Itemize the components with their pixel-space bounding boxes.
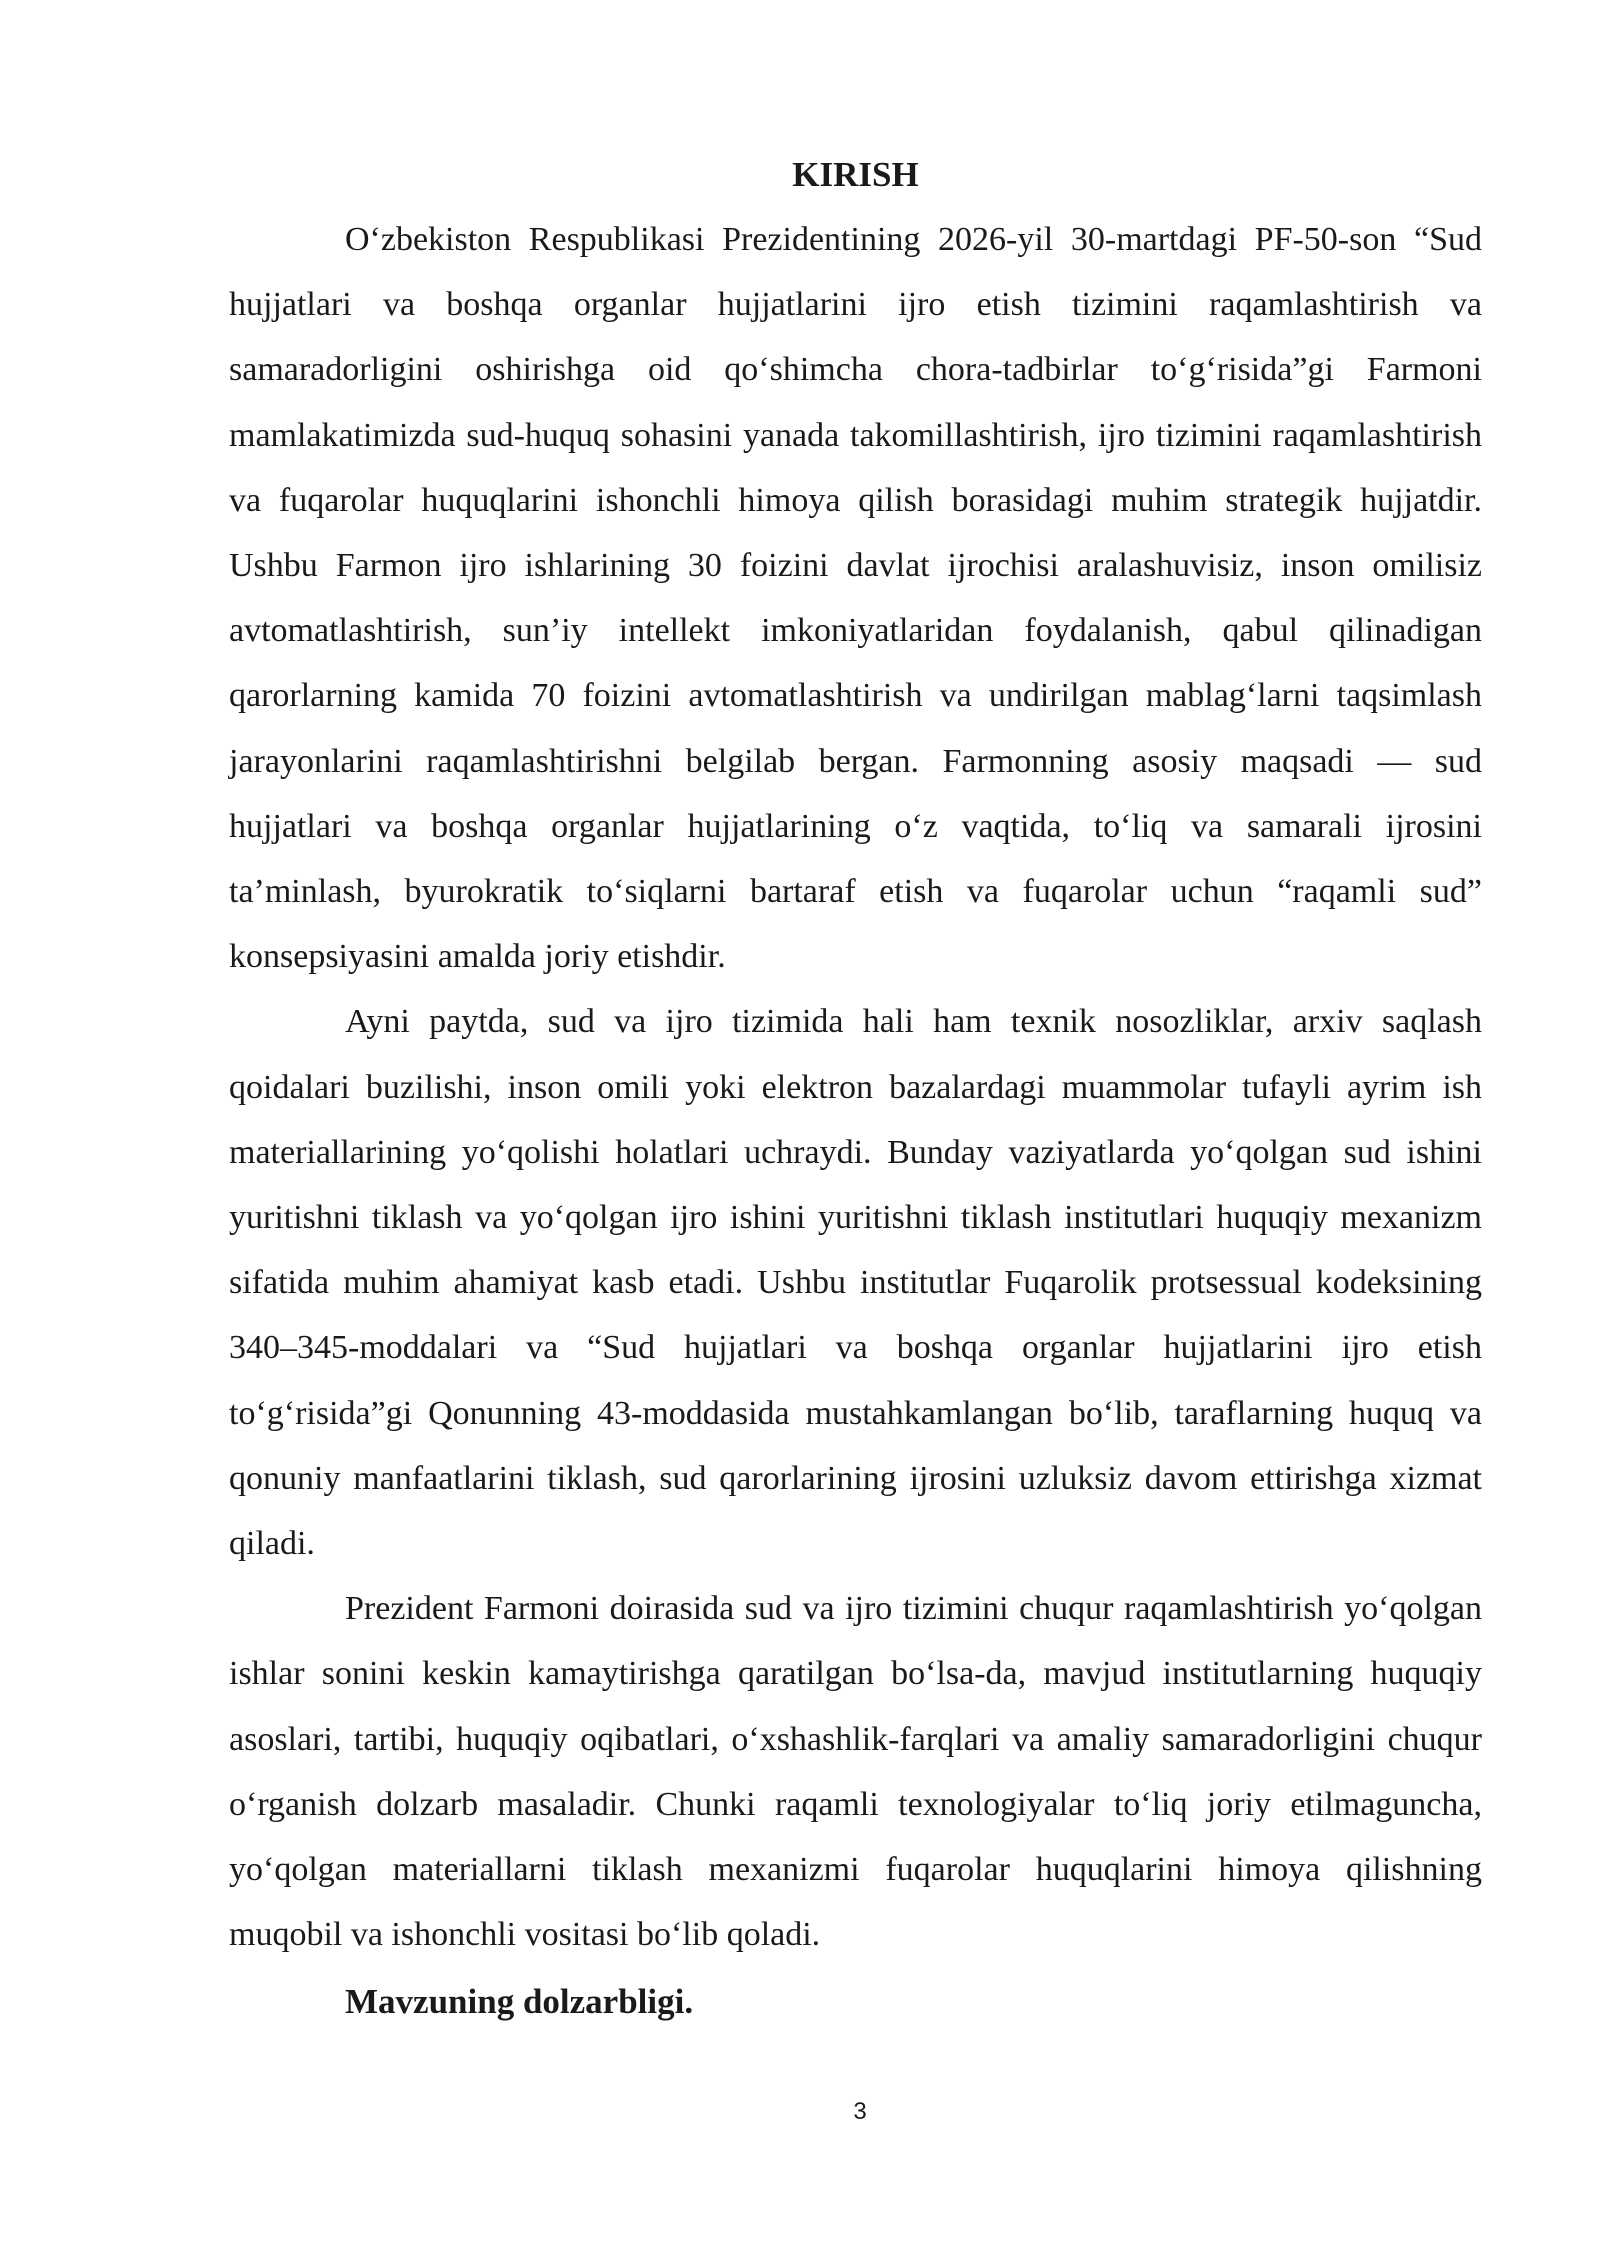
paragraph-3: Prezident Farmoni doirasida sud va ijro tizimini chuqur raqamlashtirish yo‘qolgan ishlar sonini keskin kamaytirishga qaratilgan bo‘lsa-da, mavjud institutlarning huquqiy asoslari, tartibi, huquqiy oqibatlari, o‘xshashlik-farqlari va amaliy samaradorligini chuqur o‘rganish dolzarb masaladir. Chunki raqamli texnologiyalar to‘liq joriy etilmaguncha, yo‘qolgan materiallarni tiklash mexanizmi fuqarolar huquqlarini himoya qilishning muqobil va ishonchli vositasi bo‘lib qoladi. bbox=[229, 1590, 1482, 1954]
page-content bbox=[229, 142, 1482, 2034]
subsection-heading: Mavzuning dolzarbligi. bbox=[345, 1982, 694, 2022]
paragraph-1: O‘zbekiston Respublikasi Prezidentining 2026-yil 30-martdagi PF-50-son “Sud hujjatlari va boshqa organlar hujjatlarini ijro etish tizimini raqamlashtirish va samaradorligini oshirishga oid qo‘shimcha chora-tadbirlar to‘g‘risida”gi Farmoni mamlakatimizda sud-huquq sohasini yanada takomillashtirish, ijro tizimini raqamlashtirish va fuqarolar huquqlarini ishonchli himoya qilish borasidagi muhim strategik hujjatdir. Ushbu Farmon ijro ishlarining 30 foizini davlat ijrochisi aralashuvisiz, inson omilisiz avtomatlashtirish, sun’iy intellekt imkoniyatlaridan foydalanish, qabul qilinadigan qarorlarning kamida 70 foizini avtomatlashtirish va undirilgan mablag‘larni taqsimlash jarayonlarini raqamlashtirishni belgilab bergan. Farmonning asosiy maqsadi — sud hujjatlari va boshqa organlar hujjatlarining o‘z vaqtida, to‘liq va samarali ijrosini ta’minlash, byurokratik to‘siqlarni bartaraf etish va fuqarolar uchun “raqamli sud” konsepsiyasini amalda joriy etishdir. bbox=[229, 221, 1482, 976]
paragraph-2: Ayni paytda, sud va ijro tizimida hali ham texnik nosozliklar, arxiv saqlash qoidalari buzilishi, inson omili yoki elektron bazalardagi muammolar tufayli ayrim ish materiallarining yo‘qolishi holatlari uchraydi. Bunday vaziyatlarda yo‘qolgan sud ishini yuritishni tiklash va yo‘qolgan ijro ishini yuritishni tiklash institutlari huquqiy mexanizm sifatida muhim ahamiyat kasb etadi. Ushbu institutlar Fuqarolik protsessual kodeksining 340–345-moddalari va “Sud hujjatlari va boshqa organlar hujjatlarini ijro etish to‘g‘risida”gi Qonunning 43-moddasida mustahkamlangan bo‘lib, taraflarning huquq va qonuniy manfaatlarini tiklash, sud qarorlarining ijrosini uzluksiz davom ettirishga xizmat qiladi. bbox=[229, 1003, 1482, 1563]
section-heading: KIRISH bbox=[792, 155, 919, 194]
page-number: 3 bbox=[853, 2098, 867, 2125]
